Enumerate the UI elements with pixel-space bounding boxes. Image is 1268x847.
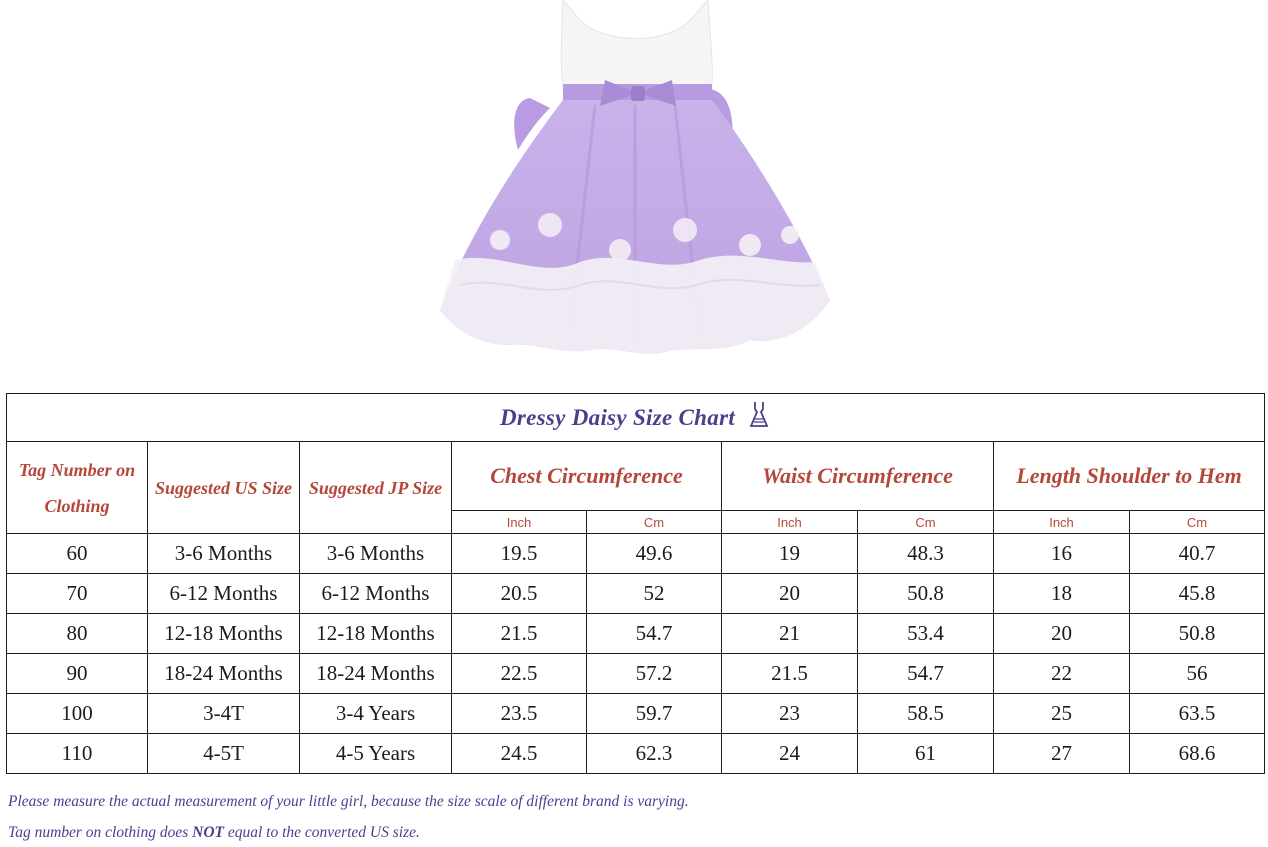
header-tag-number: Tag Number on Clothing	[7, 442, 148, 534]
cell-waist-inch: 20	[722, 574, 858, 614]
unit-length-cm: Cm	[1130, 511, 1265, 534]
cell-waist-cm: 54.7	[858, 654, 994, 694]
cell-us-size: 3-6 Months	[148, 534, 300, 574]
cell-waist-inch: 24	[722, 734, 858, 774]
cell-tag-number: 90	[7, 654, 148, 694]
cell-us-size: 18-24 Months	[148, 654, 300, 694]
chart-title-row	[7, 394, 1265, 442]
cell-waist-cm: 48.3	[858, 534, 994, 574]
dress-outline-icon	[747, 401, 771, 434]
table-row	[7, 654, 1265, 694]
header-jp-size: Suggested JP Size	[300, 442, 452, 534]
unit-waist-inch: Inch	[722, 511, 858, 534]
cell-jp-size: 4-5 Years	[300, 734, 452, 774]
cell-jp-size: 12-18 Months	[300, 614, 452, 654]
cell-chest-inch: 24.5	[452, 734, 587, 774]
table-row	[7, 694, 1265, 734]
header-chest: Chest Circumference	[452, 442, 722, 511]
cell-chest-cm: 54.7	[587, 614, 722, 654]
cell-length-inch: 16	[994, 534, 1130, 574]
cell-chest-inch: 20.5	[452, 574, 587, 614]
cell-length-cm: 68.6	[1130, 734, 1265, 774]
header-us-size: Suggested US Size	[148, 442, 300, 534]
table-row	[7, 534, 1265, 574]
cell-length-inch: 18	[994, 574, 1130, 614]
cell-tag-number: 70	[7, 574, 148, 614]
cell-jp-size: 3-6 Months	[300, 534, 452, 574]
cell-waist-inch: 23	[722, 694, 858, 734]
note-tag-number: Tag number on clothing does NOT equal to the converted US size.	[8, 824, 420, 841]
note-not-emphasis: NOT	[192, 824, 224, 841]
unit-waist-cm: Cm	[858, 511, 994, 534]
cell-waist-cm: 50.8	[858, 574, 994, 614]
cell-length-inch: 27	[994, 734, 1130, 774]
cell-length-inch: 20	[994, 614, 1130, 654]
cell-waist-inch: 21	[722, 614, 858, 654]
unit-chest-cm: Cm	[587, 511, 722, 534]
cell-length-cm: 63.5	[1130, 694, 1265, 734]
cell-chest-cm: 57.2	[587, 654, 722, 694]
dress-icon	[420, 0, 850, 360]
cell-length-cm: 40.7	[1130, 534, 1265, 574]
cell-tag-number: 110	[7, 734, 148, 774]
table-row	[7, 734, 1265, 774]
cell-chest-cm: 59.7	[587, 694, 722, 734]
cell-length-cm: 56	[1130, 654, 1265, 694]
cell-length-inch: 25	[994, 694, 1130, 734]
chart-title: Dressy Daisy Size Chart	[500, 405, 736, 430]
cell-waist-cm: 53.4	[858, 614, 994, 654]
cell-chest-inch: 22.5	[452, 654, 587, 694]
cell-us-size: 12-18 Months	[148, 614, 300, 654]
cell-chest-cm: 49.6	[587, 534, 722, 574]
cell-waist-inch: 19	[722, 534, 858, 574]
cell-length-cm: 45.8	[1130, 574, 1265, 614]
size-table	[6, 393, 1265, 774]
product-image	[420, 0, 850, 360]
header-length: Length Shoulder to Hem	[994, 442, 1265, 511]
cell-chest-inch: 19.5	[452, 534, 587, 574]
size-chart	[6, 393, 1264, 774]
cell-waist-inch: 21.5	[722, 654, 858, 694]
cell-chest-cm: 62.3	[587, 734, 722, 774]
cell-length-cm: 50.8	[1130, 614, 1265, 654]
cell-tag-number: 60	[7, 534, 148, 574]
cell-us-size: 3-4T	[148, 694, 300, 734]
cell-tag-number: 80	[7, 614, 148, 654]
cell-us-size: 6-12 Months	[148, 574, 300, 614]
cell-chest-inch: 21.5	[452, 614, 587, 654]
unit-length-inch: Inch	[994, 511, 1130, 534]
cell-tag-number: 100	[7, 694, 148, 734]
cell-length-inch: 22	[994, 654, 1130, 694]
cell-waist-cm: 58.5	[858, 694, 994, 734]
unit-chest-inch: Inch	[452, 511, 587, 534]
cell-jp-size: 6-12 Months	[300, 574, 452, 614]
table-row	[7, 574, 1265, 614]
cell-waist-cm: 61	[858, 734, 994, 774]
note-measure: Please measure the actual measurement of your little girl, because the size scale of different brand is varying.	[8, 793, 689, 810]
cell-jp-size: 18-24 Months	[300, 654, 452, 694]
table-row	[7, 614, 1265, 654]
cell-jp-size: 3-4 Years	[300, 694, 452, 734]
cell-chest-inch: 23.5	[452, 694, 587, 734]
cell-chest-cm: 52	[587, 574, 722, 614]
header-waist: Waist Circumference	[722, 442, 994, 511]
cell-us-size: 4-5T	[148, 734, 300, 774]
